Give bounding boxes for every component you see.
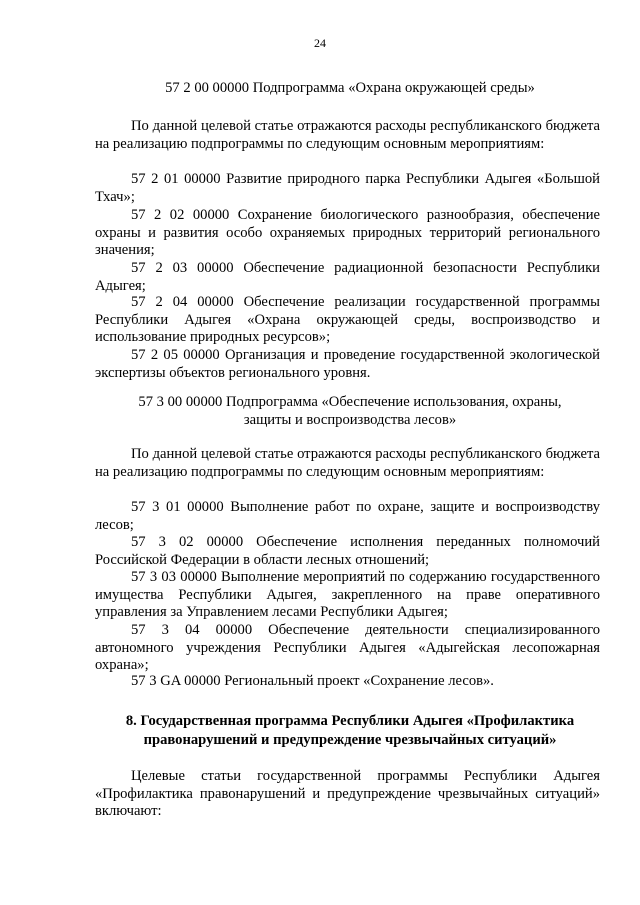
subprogram-intro-57-3: По данной целевой статье отражаются расходы республиканского бюджета на реализацию подпрограммы по следующим основным мероприятиям: bbox=[95, 446, 600, 480]
program-title-line2: правонарушений и предупреждение чрезвычайных ситуаций» bbox=[143, 732, 557, 748]
list-item: 57 3 GA 00000 Региональный проект «Сохранение лесов». bbox=[131, 673, 494, 689]
subprogram-heading-57-2: 57 2 00 00000 Подпрограмма «Охрана окружающей среды» bbox=[165, 80, 535, 96]
list-item: 57 3 02 00000 Обеспечение исполнения переданных полномочий Российской Федерации в области лесных отношений; bbox=[95, 534, 600, 568]
subprogram-intro-57-2: По данной целевой статье отражаются расходы республиканского бюджета на реализацию подпрограммы по следующим основным мероприятиям: bbox=[95, 118, 600, 152]
list-item: 57 2 01 00000 Развитие природного парка Республики Адыгея «Большой Тхач»; bbox=[95, 171, 600, 205]
subprogram-heading-57-3-line1: 57 3 00 00000 Подпрограмма «Обеспечение использования, охраны, bbox=[138, 394, 562, 410]
list-item: 57 3 03 00000 Выполнение мероприятий по содержанию государственного имущества Республики Адыгея, закрепленного на праве оперативного управления за Управлением лесами Республики Адыгея; bbox=[95, 569, 600, 621]
list-item: 57 2 03 00000 Обеспечение радиационной безопасности Республики Адыгея; bbox=[95, 260, 600, 294]
list-item: 57 2 05 00000 Организация и проведение государственной экологической экспертизы объектов регионального уровня. bbox=[95, 347, 600, 381]
list-item: 57 3 01 00000 Выполнение работ по охране, защите и воспроизводству лесов; bbox=[95, 499, 600, 533]
program-intro: Целевые статьи государственной программы Республики Адыгея «Профилактика правонарушений и предупреждение чрезвычайных ситуаций» включают: bbox=[95, 768, 600, 820]
page-number: 24 bbox=[314, 36, 326, 50]
list-item: 57 2 04 00000 Обеспечение реализации государственной программы Республики Адыгея «Охрана окружающей среды, воспроизводство и использование природных ресурсов»; bbox=[95, 294, 600, 346]
program-title-line1: 8. Государственная программа Республики Адыгея «Профилактика bbox=[125, 713, 575, 729]
subprogram-heading-57-3-line2: защиты и воспроизводства лесов» bbox=[243, 412, 457, 428]
list-item: 57 2 02 00000 Сохранение биологического разнообразия, обеспечение охраны и развития особо охраняемых природных территорий регионального значения; bbox=[95, 207, 600, 259]
list-item: 57 3 04 00000 Обеспечение деятельности специализированного автономного учреждения Республики Адыгея «Адыгейская лесопожарная охрана»; bbox=[95, 622, 600, 674]
